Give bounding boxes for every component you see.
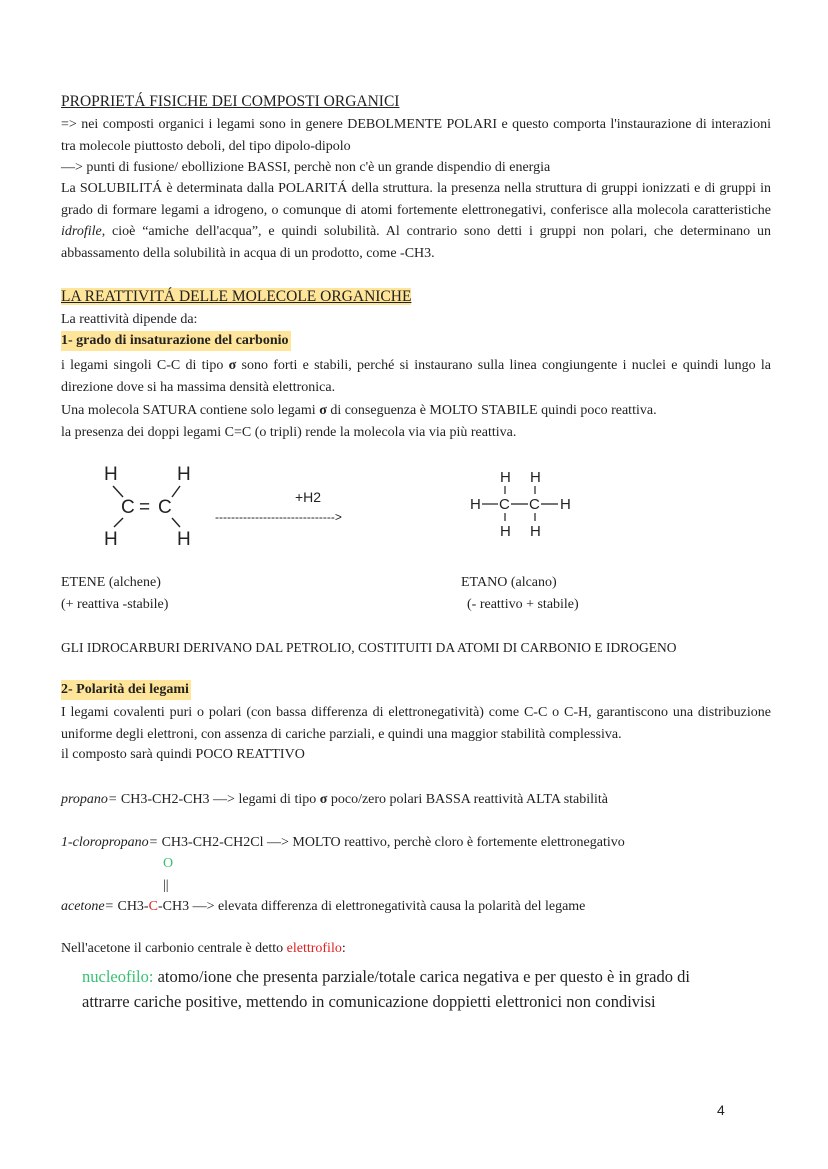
nucleofilo-definition: nucleofilo: atomo/ione che presenta parziale/totale carica negativa e per questo è in grado di attrarre cariche positive, mettendo in comunicazione doppietti elettronici non condivisi (82, 967, 690, 1011)
ethene-structure (104, 464, 191, 550)
ethene-h-top-right: H (177, 464, 191, 485)
etene-note: (+ reattiva -stabile) (61, 597, 169, 612)
paragraph-low-reactivity: il composto sarà quindi POCO REATTIVO (61, 747, 305, 762)
cloropropano-line: 1-cloropropano= CH3-CH2-CH2Cl —> MOLTO reattivo, perchè cloro è fortemente elettronegativo (61, 835, 625, 850)
paragraph-single-bonds: i legami singoli C-C di tipo σ sono forti e stabili, perché si instaurano sulla linea congiungente i nuclei e quindi lungo la direzione dove si ha massima densità elettronica. (61, 358, 771, 395)
paragraph-polarity: => nei composti organici i legami sono in genere DEBOLMENTE POLARI e questo comporta l'instaurazione di interazioni tra molecole piuttosto deboli, del tipo dipolo-dipolo (61, 117, 772, 154)
ethene-double-bond: = (139, 497, 151, 518)
ethene-h-bottom-right: H (177, 529, 191, 550)
ethane-structure (470, 469, 571, 540)
ethane-c-1: C (499, 496, 510, 513)
elettrofilo-line: Nell'acetone il carbonio centrale è detto elettrofilo: (61, 941, 346, 956)
ethane-h-top-2: H (530, 469, 541, 486)
ethene-c-right: C (158, 497, 172, 518)
paragraph-solubility: La SOLUBILITÁ è determinata dalla POLARITÁ della struttura. la presenza nella struttura di gruppi ionizzati e di gruppi in grado di formare legami a idrogeno, o comunque di atomi fortemente elettronegativi, conferisce alla molecola caratteristiche idrofile, cioè “amiche dell'acqua”, e quindi solubilità. Al contrario sono detti i gruppi non polari, che determinano un abbassamento della solubilità in acqua di un prodotto, come -CH3. (61, 181, 771, 261)
reactivity-intro: La reattività dipende da: (61, 312, 198, 327)
ethene-c-left: C (121, 497, 135, 518)
acetone-oxygen: O (163, 856, 174, 871)
ethene-h-top-left: H (104, 464, 118, 485)
hydrocarbons-note: GLI IDROCARBURI DERIVANO DAL PETROLIO, COSTITUITI DA ATOMI DI CARBONIO E IDROGENO (61, 640, 677, 655)
ethane-h-right: H (560, 496, 571, 513)
paragraph-covalent-bonds: I legami covalenti puri o polari (con bassa differenza di elettronegatività) come C-C o C-H, garantiscono una distribuzione uniforme degli elettroni, con assenza di cariche parziali, e quindi una maggior stabilità complessiva. (61, 705, 771, 742)
acetone-double-bond: || (163, 878, 169, 893)
reaction-arrow: ------------------------------> (215, 510, 342, 524)
paragraph-boiling-points: —> punti di fusione/ ebollizione BASSI, perchè non c'è un grande dispendio di energia (61, 160, 551, 175)
etene-name: ETENE (alchene) (61, 575, 161, 590)
subheading-bond-polarity: 2- Polarità dei legami (61, 680, 191, 700)
reagent-label: +H2 (295, 489, 322, 505)
section-title-reactivity: LA REATTIVITÁ DELLE MOLECOLE ORGANICHE (61, 288, 412, 305)
etano-note: (- reattivo + stabile) (467, 597, 579, 612)
section-title-physical-properties: PROPRIETÁ FISICHE DEI COMPOSTI ORGANICI (61, 93, 400, 110)
hydrogenation-diagram (0, 450, 828, 560)
page-number: 4 (717, 1102, 725, 1118)
ethane-h-top-1: H (500, 469, 511, 486)
paragraph-double-bonds: la presenza dei doppi legami C=C (o tripli) rende la molecola via via più reattiva. (61, 425, 517, 440)
ethane-h-left: H (470, 496, 481, 513)
acetone-line: acetone= CH3-C-CH3 —> elevata differenza di elettronegatività causa la polarità del legame (61, 899, 586, 914)
ethane-c-2: C (529, 496, 540, 513)
propano-line: propano= CH3-CH2-CH3 —> legami di tipo σ poco/zero polari BASSA reattività ALTA stabilità (61, 792, 609, 807)
paragraph-saturated: Una molecola SATURA contiene solo legami σ di conseguenza è MOLTO STABILE quindi poco reattiva. (61, 403, 657, 418)
ethane-h-bottom-2: H (530, 523, 541, 540)
ethene-h-bottom-left: H (104, 529, 118, 550)
etano-name: ETANO (alcano) (461, 575, 557, 590)
subheading-unsaturation: 1- grado di insaturazione del carbonio (61, 331, 291, 351)
ethane-h-bottom-1: H (500, 523, 511, 540)
